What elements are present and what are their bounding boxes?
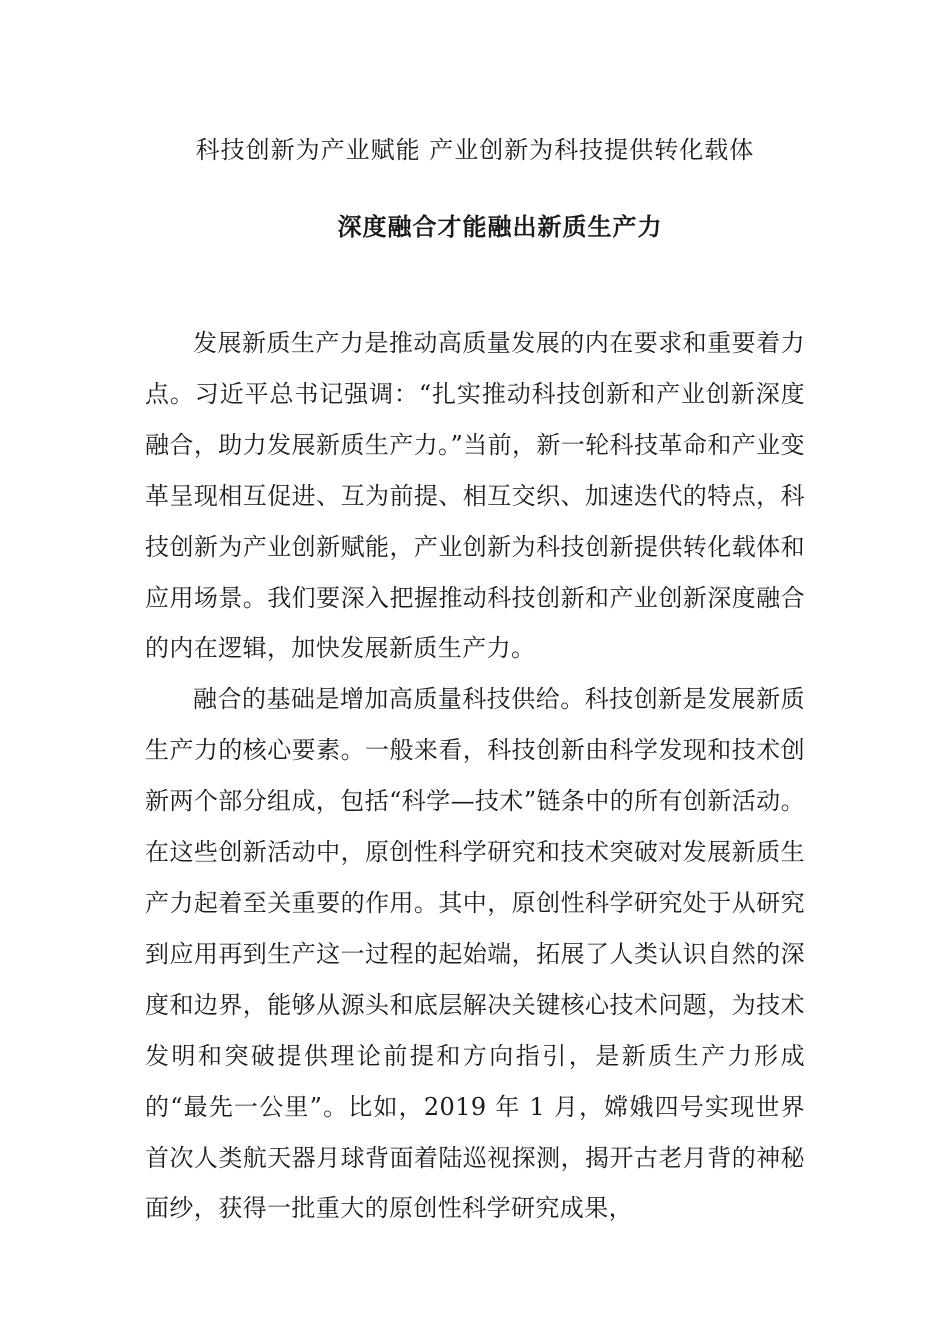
document-subtitle: 科技创新为产业赋能 产业创新为科技提供转化载体 — [195, 136, 755, 164]
paragraph-2: 融合的基础是增加高质量科技供给。科技创新是发展新质生产力的核心要素。一般来看，科技创新由科学发现和技术创新两个部分组成，包括“科学—技术”链条中的所有创新活动。在这些创新活动中，原创性科学研究和技术突破对发展新质生产力起着至关重要的作用。其中，原创性科学研究处于从研究到应用再到生产这一过程的起始端，拓展了人类认识自然的深度和边界，能够从源头和底层解决关键核心技术问题，为技术发明和突破提供理论前提和方向指引，是新质生产力形成的“最先一公里”。比如，2019 年 1 月，嫦娥四号实现世界首次人类航天器月球背面着陆巡视探测，揭开古老月背的神秘面纱，获得一批重大的原创性科学研究成果， — [145, 685, 805, 1223]
paragraph-1: 发展新质生产力是推动高质量发展的内在要求和重要着力点。习近平总书记强调：“扎实推动科技创新和产业创新深度融合，助力发展新质生产力。”当前，新一轮科技革命和产业变革呈现相互促进、互为前提、相互交织、加速迭代的特点，科技创新为产业创新赋能，产业创新为科技创新提供转化载体和应用场景。我们要深入把握推动科技创新和产业创新深度融合的内在逻辑，加快发展新质生产力。 — [145, 329, 805, 663]
document-body — [145, 318, 805, 1234]
document-title: 深度融合才能融出新质生产力 — [337, 212, 663, 241]
